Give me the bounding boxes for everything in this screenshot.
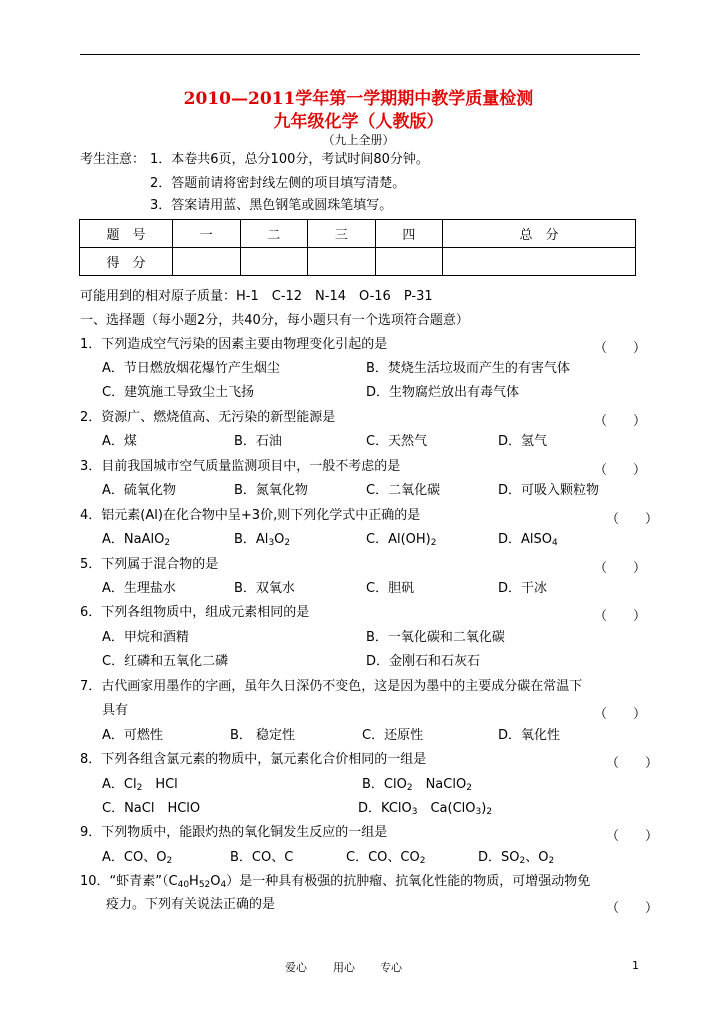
score-table-header: 总 分 xyxy=(443,220,636,248)
question-stem: 8．下列各组含氯元素的物质中，氯元素化合价相同的一组是 xyxy=(80,752,427,767)
page-number: 1 xyxy=(632,959,639,972)
section-heading: 一、选择题（每小题2分，共40分，每小题只有一个选项符合题意） xyxy=(80,313,469,328)
option: B．氮氧化物 xyxy=(234,483,308,498)
footer-text: 用心 xyxy=(333,961,355,974)
answer-blank[interactable]: （ ） xyxy=(594,463,647,478)
option: A．NaAlO$_2$ xyxy=(102,532,171,548)
option: A．煤 xyxy=(102,434,137,449)
answer-blank[interactable]: （ ） xyxy=(594,707,647,722)
option: D．KClO$_3$ $Ca(ClO_3)_2$ xyxy=(358,801,493,817)
option: D．可吸入颗粒物 xyxy=(498,483,600,498)
option: C．红磷和五氧化二磷 xyxy=(102,654,229,669)
score-table-header: 题 号 xyxy=(80,220,173,248)
score-table-header: 四 xyxy=(375,220,443,248)
question-stem-continued: 具有 xyxy=(102,703,129,718)
score-table-header: 一 xyxy=(173,220,241,248)
notice-item: 3．答案请用蓝、黑色钢笔或圆珠笔填写。 xyxy=(150,198,393,213)
score-cell[interactable] xyxy=(240,248,308,276)
answer-blank[interactable]: （ ） xyxy=(606,512,659,527)
score-table xyxy=(79,219,636,276)
option: B．ClO$_2$ NaClO$_2$ xyxy=(362,777,472,793)
option: B． 稳定性 xyxy=(230,728,296,743)
footer-text: 专心 xyxy=(380,961,402,974)
option: A．$Cl_2$ HCl xyxy=(102,777,178,793)
option: C．建筑施工导致尘土飞扬 xyxy=(102,385,255,400)
answer-blank[interactable]: （ ） xyxy=(594,561,647,576)
option: B．双氧水 xyxy=(234,581,295,596)
score-cell[interactable] xyxy=(375,248,443,276)
question-stem: 4．铝元素(Al)在化合物中呈+3价,则下列化学式中正确的是 xyxy=(80,508,421,523)
answer-blank[interactable]: （ ） xyxy=(594,341,647,356)
exam-scope: （九上全册） xyxy=(322,133,395,147)
option: A．硫氧化物 xyxy=(102,483,176,498)
option: B．焚烧生活垃圾而产生的有害气体 xyxy=(366,361,570,376)
question-stem: 2．资源广、燃烧值高、无污染的新型能源是 xyxy=(80,410,336,425)
notice-item: 1．本卷共6页，总分100分，考试时间80分钟。 xyxy=(150,152,429,167)
question-stem: 1．下列造成空气污染的因素主要由物理变化引起的是 xyxy=(80,337,388,352)
score-table-header: 三 xyxy=(308,220,376,248)
score-table-label: 得 分 xyxy=(80,248,173,276)
option: C．CO、$CO_2$ xyxy=(346,850,426,866)
question-stem-continued: 疫力。下列有关说法正确的是 xyxy=(106,897,276,912)
question-stem: 5．下列属于混合物的是 xyxy=(80,557,219,572)
option: D．AlSO$_4$ xyxy=(498,532,558,548)
option: C．还原性 xyxy=(362,728,424,743)
footer-text: 爱心 xyxy=(285,961,307,974)
option: A．可燃性 xyxy=(102,728,163,743)
score-table-header: 二 xyxy=(240,220,308,248)
option: C．天然气 xyxy=(366,434,428,449)
notice-label: 考生注意： xyxy=(80,152,146,167)
answer-blank[interactable]: （ ） xyxy=(606,829,659,844)
question-stem: 7．古代画家用墨作的字画，虽年久日深仍不变色，这是因为墨中的主要成分碳在常温下 xyxy=(80,679,583,694)
option: B．$Al_3O_2$ xyxy=(234,532,291,548)
option: C．NaCl HClO xyxy=(102,801,201,816)
option: C．$Al(OH)_2$ xyxy=(366,532,437,548)
score-table-row xyxy=(80,248,636,276)
option: A．生理盐水 xyxy=(102,581,176,596)
answer-blank[interactable]: （ ） xyxy=(594,414,647,429)
answer-blank[interactable]: （ ） xyxy=(606,756,659,771)
option: D．金刚石和石灰石 xyxy=(366,654,481,669)
score-cell[interactable] xyxy=(173,248,241,276)
score-table-row xyxy=(80,220,636,248)
option: D．氧化性 xyxy=(498,728,561,743)
question-stem: 9．下列物质中，能跟灼热的氧化铜发生反应的一组是 xyxy=(80,825,388,840)
option: C．胆矾 xyxy=(366,581,415,596)
atomic-mass-note: 可能用到的相对原子质量：H-1 C-12 N-14 O-16 P-31 xyxy=(80,289,433,304)
question-stem: 6．下列各组物质中，组成元素相同的是 xyxy=(80,605,310,620)
header-rule xyxy=(80,54,640,55)
question-stem: 10．“虾青素$”(C_{40}H_{52}O_4)$是一种具有极强的抗肿瘤、抗氧化性能的物质，可增强动物免 xyxy=(80,874,591,890)
option: D．干冰 xyxy=(498,581,548,596)
option: A．节日燃放烟花爆竹产生烟尘 xyxy=(102,361,280,376)
option: A．CO、$O_2$ xyxy=(102,850,173,866)
option: D．生物腐烂放出有毒气体 xyxy=(366,385,520,400)
exam-title: 2010—2011学年第一学期期中教学质量检测 xyxy=(183,89,534,109)
score-cell[interactable] xyxy=(443,248,636,276)
notice-item: 2．答题前请将密封线左侧的项目填写清楚。 xyxy=(150,176,406,191)
answer-blank[interactable]: （ ） xyxy=(606,901,659,916)
exam-subtitle: 九年级化学（人教版） xyxy=(273,112,444,132)
question-stem: 3．目前我国城市空气质量监测项目中，一般不考虑的是 xyxy=(80,459,401,474)
option: D．$SO_2$、$O_2$ xyxy=(478,850,555,866)
option: B．一氧化碳和二氧化碳 xyxy=(366,630,505,645)
answer-blank[interactable]: （ ） xyxy=(594,609,647,624)
option: D．氢气 xyxy=(498,434,548,449)
option: B．石油 xyxy=(234,434,282,449)
score-cell[interactable] xyxy=(308,248,376,276)
option: C．二氧化碳 xyxy=(366,483,441,498)
option: A．甲烷和酒精 xyxy=(102,630,189,645)
option: B．CO、C xyxy=(230,850,294,865)
